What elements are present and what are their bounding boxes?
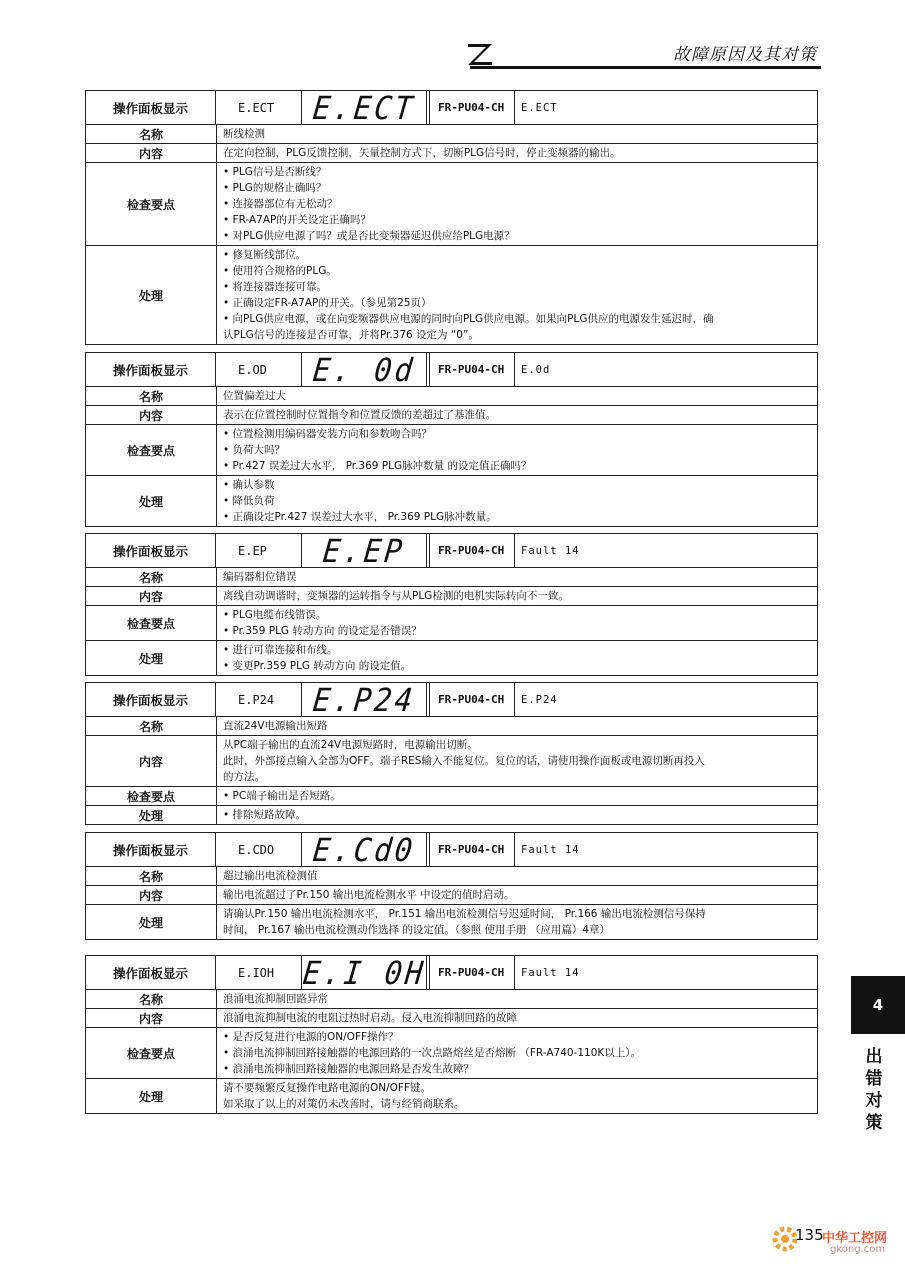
fault-description-row	[86, 144, 817, 163]
check-points-line: • PLG的规格止确吗？	[223, 182, 327, 194]
panel-display-label: 操作面板显示	[86, 833, 216, 866]
fault-code: E.P24	[216, 683, 302, 716]
fault-name-content	[217, 717, 817, 735]
check-points-label: 检查要点	[86, 606, 217, 640]
check-points-row	[86, 787, 817, 806]
fault-name-row	[86, 125, 817, 144]
pu04-label: FR-PU04-CH	[430, 534, 515, 567]
fault-block	[85, 832, 818, 940]
fault-description-row	[86, 406, 817, 425]
remedy-content	[217, 905, 817, 939]
remedy-line: 请不要频繁反复操作电路电源的ON/OFF键。	[223, 1082, 431, 1094]
check-points-content	[217, 606, 817, 640]
check-points-line: • PLG电缆布线错误。	[223, 609, 327, 621]
check-points-line: • Pr.427 误差过大水平， Pr.369 PLG脉冲数量 的设定值正确吗？	[223, 460, 532, 472]
fault-description-line: 离线自动调谐时，变频器的运转指令与从PLG检测的电机实际转向不一致。	[223, 590, 569, 602]
fault-description-label: 内容	[86, 1009, 217, 1027]
fault-description-content	[217, 886, 817, 904]
remedy-label: 处理	[86, 1079, 217, 1113]
fault-name-line: 编码器相位错误	[223, 571, 297, 583]
check-points-label: 检查要点	[86, 787, 217, 805]
seven-segment-display	[302, 88, 430, 127]
pu04-display-value: E.0d	[521, 363, 551, 376]
fault-description-label: 内容	[86, 144, 217, 162]
fault-name-content	[217, 867, 817, 885]
check-points-label: 检查要点	[86, 425, 217, 475]
fault-name-line: 直流24V电源输出短路	[223, 720, 328, 732]
fault-block	[85, 90, 818, 345]
remedy-line: 认PLG信号的连接是否可靠，并将Pr.376 设定为 “0”。	[223, 329, 479, 341]
fault-description-content	[217, 144, 817, 162]
remedy-line: • 修复断线部位。	[223, 249, 307, 261]
fault-description-content	[217, 736, 817, 786]
remedy-content	[217, 806, 817, 824]
fault-description-line: 此时，外部接点输入全部为OFF。端子RES输入不能复位。复位的话，请使用操作面板或电源切断再投入	[223, 755, 705, 767]
remedy-row	[86, 641, 817, 675]
header-rule	[470, 66, 821, 69]
remedy-line: • 正确设定FR-A7AP的开关。（参见第25页）	[223, 297, 432, 309]
fault-name-content	[217, 387, 817, 405]
chapter-tab-char: 出	[865, 1047, 883, 1067]
fault-description-label: 内容	[86, 406, 217, 424]
check-points-line: • 负荷大吗？	[223, 444, 286, 456]
pu04-label: FR-PU04-CH	[430, 353, 515, 386]
remedy-label: 处理	[86, 476, 217, 526]
panel-display-label: 操作面板显示	[86, 956, 216, 989]
pu04-label: FR-PU04-CH	[430, 683, 515, 716]
fault-header-row	[86, 88, 817, 127]
seven-segment-text: E.P24	[310, 680, 418, 719]
seven-segment-text: E.I 0H	[300, 953, 428, 992]
seven-segment-text: E.Cd0	[310, 830, 418, 869]
fault-name-label: 名称	[86, 990, 217, 1008]
remedy-line: • 变更Pr.359 PLG 转动方向 的设定值。	[223, 660, 412, 672]
remedy-content	[217, 641, 817, 675]
fault-name-label: 名称	[86, 867, 217, 885]
remedy-line: 如采取了以上的对策仍未改善时，请与经销商联系。	[223, 1098, 465, 1110]
check-points-content	[217, 787, 817, 805]
check-points-label: 检查要点	[86, 163, 217, 245]
fault-description-row	[86, 1009, 817, 1028]
check-points-row	[86, 425, 817, 476]
remedy-row	[86, 905, 817, 939]
remedy-row	[86, 1079, 817, 1113]
seven-segment-display	[302, 350, 430, 389]
fault-description-label: 内容	[86, 587, 217, 605]
panel-display-label: 操作面板显示	[86, 91, 216, 124]
fault-code: E.CDO	[216, 833, 302, 866]
fault-header-row	[86, 680, 817, 719]
remedy-line: • 将连接器连接可靠。	[223, 281, 328, 293]
chapter-tab-char: 错	[865, 1069, 883, 1089]
fault-code: E.ECT	[216, 91, 302, 124]
remedy-line: 请确认Pr.150 输出电流检测水平， Pr.151 输出电流检测信号迟延时间， Pr.166 输出电流检测信号保持	[223, 908, 706, 920]
seven-segment-text: E. 0d	[310, 350, 418, 389]
check-points-line: • 位置检测用编码器安装方向和参数吻合吗？	[223, 428, 433, 440]
pu04-display-value: Fault 14	[521, 966, 580, 979]
fault-description-line: 在定向控制，PLG反馈控制，矢量控制方式下，切断PLG信号时，停止变频器的输出。	[223, 147, 621, 159]
check-points-line: • 连接器部位有无松动？	[223, 198, 338, 210]
seven-segment-display	[302, 830, 430, 869]
fault-name-label: 名称	[86, 387, 217, 405]
remedy-line: 时间， Pr.167 输出电流检测动作选择 的设定值。（参照 使用手册 （应用篇）4章）	[223, 924, 610, 936]
remedy-row	[86, 246, 817, 344]
remedy-line: • 降低负荷	[223, 495, 275, 507]
remedy-line: • 排除短路故障。	[223, 809, 307, 821]
watermark-subtext: gkong.com	[830, 1244, 886, 1255]
check-points-label: 检查要点	[86, 1028, 217, 1078]
chapter-tab-text	[862, 1046, 886, 1134]
watermark-text: 中华工控网	[822, 1231, 888, 1246]
remedy-row	[86, 476, 817, 526]
fault-header-row	[86, 350, 817, 389]
fault-name-row	[86, 387, 817, 406]
seven-segment-display	[302, 680, 430, 719]
fault-description-row	[86, 587, 817, 606]
check-points-content	[217, 1028, 817, 1078]
brand-logo	[466, 41, 494, 67]
seven-segment-text: E.ECT	[310, 88, 418, 127]
check-points-line: • 浪涌电流抑制回路接触器的电源回路是否发生故障？	[223, 1063, 475, 1075]
fault-block	[85, 955, 818, 1114]
fault-description-line: 浪涌电流抑制电流的电阻过热时启动。侵入电流抑制回路的故障	[223, 1012, 517, 1024]
remedy-line: • 正确设定Pr.427 误差过大水平， Pr.369 PLG脉冲数量。	[223, 511, 497, 523]
fault-code: E.OD	[216, 353, 302, 386]
remedy-content	[217, 246, 817, 344]
fault-name-line: 位置偏差过大	[223, 390, 286, 402]
fault-code: E.EP	[216, 534, 302, 567]
fault-name-line: 浪涌电流抑制回路异常	[223, 993, 328, 1005]
fault-name-label: 名称	[86, 717, 217, 735]
fault-name-line: 超过输出电流检测值	[223, 870, 318, 882]
check-points-line: • PC端子输出是否短路。	[223, 790, 341, 802]
fault-description-label: 内容	[86, 886, 217, 904]
fault-description-content	[217, 1009, 817, 1027]
fault-header-row	[86, 953, 817, 992]
fault-block	[85, 352, 818, 527]
page-number: 135	[795, 1226, 824, 1244]
remedy-content	[217, 1079, 817, 1113]
fault-description-content	[217, 406, 817, 424]
fault-name-row	[86, 990, 817, 1009]
check-points-row	[86, 163, 817, 246]
fault-name-row	[86, 867, 817, 886]
seven-segment-text: E.EP	[321, 531, 407, 570]
check-points-line: • PLG信号是否断线？	[223, 166, 327, 178]
remedy-label: 处理	[86, 246, 217, 344]
remedy-line: • 进行可靠连接和布线。	[223, 644, 338, 656]
fault-header-row	[86, 830, 817, 869]
fault-name-content	[217, 990, 817, 1008]
chapter-tab-char: 策	[865, 1113, 883, 1133]
chapter-tab-char: 对	[865, 1091, 883, 1111]
panel-display-label: 操作面板显示	[86, 683, 216, 716]
fault-description-line: 从PC端子输出的直流24V电源短路时，电源输出切断。	[223, 739, 478, 751]
fault-header-row	[86, 531, 817, 570]
check-points-line: • Pr.359 PLG 转动方向 的设定是否错误？	[223, 625, 422, 637]
check-points-row	[86, 606, 817, 641]
remedy-row	[86, 806, 817, 824]
seven-segment-display	[300, 953, 430, 992]
pu04-label: FR-PU04-CH	[430, 91, 515, 124]
fault-description-label: 内容	[86, 736, 217, 786]
panel-display-label: 操作面板显示	[86, 534, 216, 567]
fault-block	[85, 682, 818, 825]
fault-name-content	[217, 568, 817, 586]
remedy-line: • 确认参数	[223, 479, 275, 491]
pu04-label: FR-PU04-CH	[430, 956, 515, 989]
pu04-display-value: Fault 14	[521, 544, 580, 557]
check-points-line: • 浪涌电流抑制回路接触器的电源回路的一次点路熔丝是否熔断 （FR-A740-110K以上）。	[223, 1047, 642, 1059]
pu04-display-value: Fault 14	[521, 843, 580, 856]
pu04-display-value: E.P24	[521, 693, 558, 706]
remedy-line: • 使用符合规格的PLG。	[223, 265, 337, 277]
fault-name-row	[86, 717, 817, 736]
remedy-label: 处理	[86, 806, 217, 824]
check-points-content	[217, 163, 817, 245]
remedy-label: 处理	[86, 641, 217, 675]
fault-name-label: 名称	[86, 568, 217, 586]
check-points-line: • FR-A7AP的开关设定正确吗？	[223, 214, 371, 226]
fault-description-line: 输出电流超过了Pr.150 输出电流检测水平 中设定的值时启动。	[223, 889, 515, 901]
check-points-row	[86, 1028, 817, 1079]
seven-segment-display	[302, 531, 430, 570]
remedy-label: 处理	[86, 905, 217, 939]
fault-name-content	[217, 125, 817, 143]
fault-block	[85, 533, 818, 676]
panel-display-label: 操作面板显示	[86, 353, 216, 386]
fault-name-line: 断线检测	[223, 128, 265, 140]
fault-code: E.IOH	[216, 956, 302, 989]
chapter-tab-number: 4	[851, 976, 905, 1034]
remedy-line: • 向PLG供应电源，或在向变频器供应电源的同时向PLG供应电源。如果向PLG供应的电源发生延迟时，确	[223, 313, 714, 325]
fault-description-row	[86, 886, 817, 905]
fault-name-label: 名称	[86, 125, 217, 143]
fault-description-content	[217, 587, 817, 605]
pu04-label: FR-PU04-CH	[430, 833, 515, 866]
fault-description-line: 表示在位置控制时位置指令和位置反馈的差超过了基准值。	[223, 409, 496, 421]
remedy-content	[217, 476, 817, 526]
fault-description-line: 的方法。	[223, 771, 265, 783]
check-points-content	[217, 425, 817, 475]
fault-name-row	[86, 568, 817, 587]
fault-description-row	[86, 736, 817, 787]
pu04-display-value: E.ECT	[521, 101, 558, 114]
page-header-title: 故障原因及其对策	[673, 45, 817, 65]
check-points-line: • 是否反复进行电源的ON/OFF操作？	[223, 1031, 399, 1043]
check-points-line: • 对PLG供应电源了吗？或是否比变频器延迟供应给PLG电源？	[223, 230, 515, 242]
